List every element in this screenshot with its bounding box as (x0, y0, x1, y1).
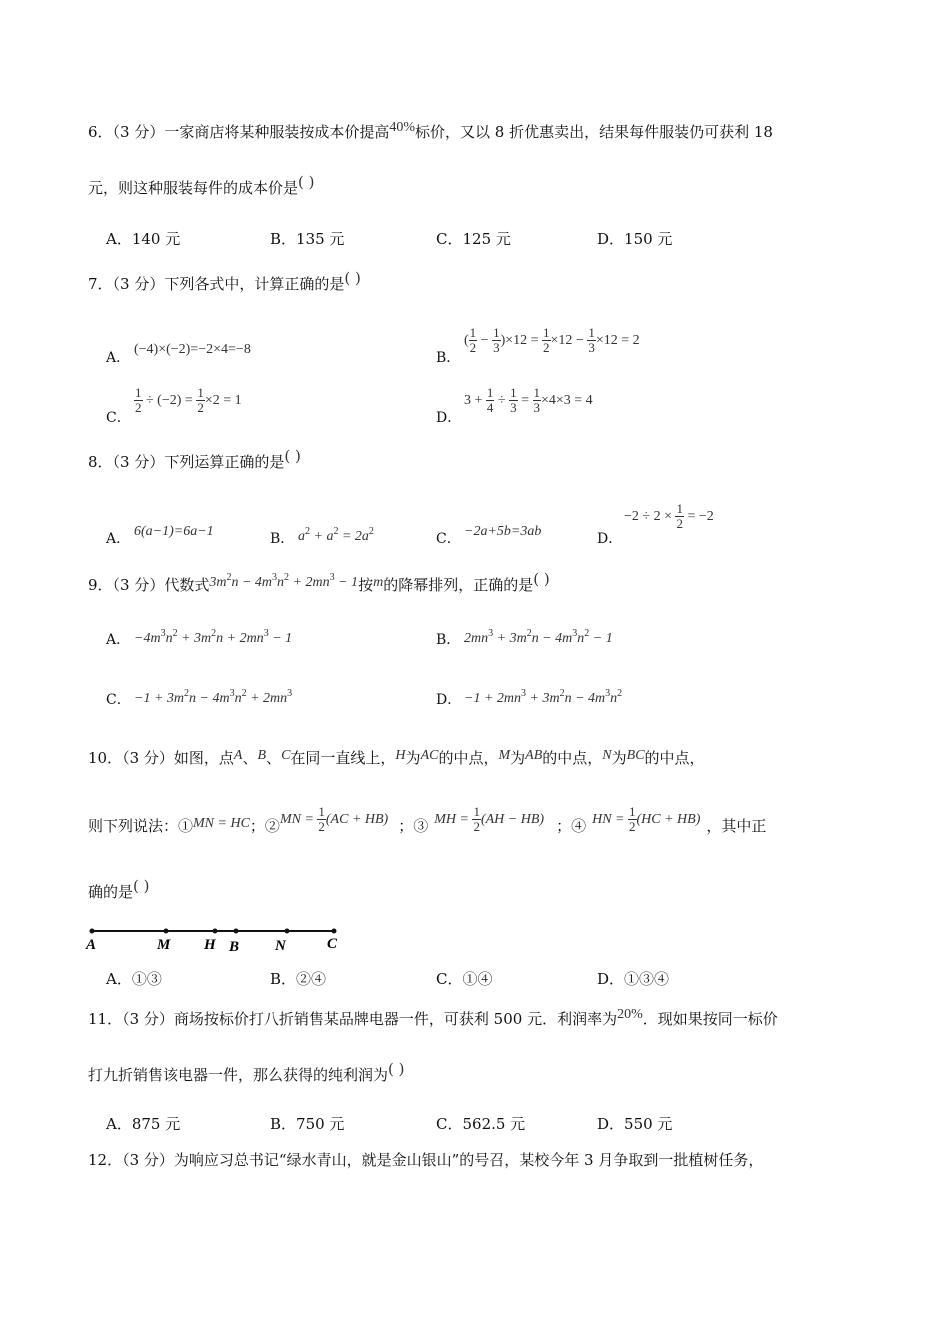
q9-expr-c: $-1 + 3m^2n - 4m^3n^2 + 2mn^3$ (134, 688, 293, 706)
q11-option-a: A．875 元 (106, 1115, 181, 1133)
point-h (213, 929, 218, 934)
q6-stem-b: 标价，又以 8 折优惠卖出，结果每件服装仍可获利 18 (415, 123, 773, 141)
q8-expr-d: −2 ÷ 2 × $\frac{1}{2}$ = −2 (624, 501, 714, 532)
q11-line1: 11．（3 分）商场按标价打八折销售某品牌电器一件，可获利 500 元．利润率为20%．现如果按同一标价 (88, 1007, 778, 1028)
q6-line1 (88, 118, 773, 142)
q11-percent: 20% (617, 1007, 643, 1022)
point-b (234, 929, 239, 934)
label-b: B (229, 939, 240, 955)
q7-label-b: B． (436, 350, 461, 366)
q12-line1: 12．（3 分）为响应习总书记“绿水青山，就是金山银山”的号召，某校今年 3 月争取到一批植树任务， (88, 1151, 764, 1169)
q10-statement-1: MN = HC (193, 816, 250, 831)
q11-option-b: B．750 元 (270, 1115, 345, 1133)
q8-expr-c: −2a+5b=3ab (464, 524, 542, 539)
q9-label-a: A． (106, 632, 131, 648)
q10-option-d: D．①③④ (597, 970, 670, 988)
q11-line2: 打九折销售该电器一件，那么获得的纯利润为( ) (88, 1060, 405, 1084)
q10-option-a: A．①③ (106, 970, 162, 988)
label-h: H (204, 937, 216, 953)
point-c (332, 929, 337, 934)
answer-paren: ( ) (344, 269, 361, 287)
q7-expr-b: ( $\frac{1}{2}$ − $\frac{1}{3}$ )×12 = $\frac{1}{2}$ ×12 − $\frac{1}{3}$ ×12 = 2 (464, 325, 640, 356)
answer-paren: ( ) (298, 173, 315, 191)
answer-paren: ( ) (533, 570, 550, 588)
q6-option-c: C．125 元 (436, 230, 511, 248)
q10-line3: 确的是( ) (88, 877, 150, 901)
q7-expr-c: $\frac{1}{2}$ ÷ (−2) = $\frac{1}{2}$ ×2 = 1 (135, 385, 242, 416)
q8-label-c: C． (436, 531, 461, 547)
q7-label-a: A． (106, 350, 131, 366)
q8-label-a: A． (106, 531, 131, 547)
q6-line2 (88, 172, 315, 198)
q6-option-a: A．140 元 (106, 230, 181, 248)
q8-expr-a: 6(a−1)=6a−1 (134, 524, 214, 539)
q10-statement-2: MN = $\frac{1}{2}$ (AC + HB) (279, 804, 389, 835)
label-n: N (275, 938, 286, 954)
answer-paren: ( ) (284, 447, 301, 465)
q10-number-line-figure (84, 920, 354, 956)
label-a: A (86, 937, 97, 953)
answer-paren: ( ) (133, 877, 150, 895)
q6-stem-a: 6．（3 分）一家商店将某种服装按成本价提高 (88, 123, 390, 141)
q8-label-b: B． (270, 531, 295, 547)
q11-option-d: D．550 元 (597, 1115, 673, 1133)
q6-option-d: D．150 元 (597, 230, 673, 248)
q8-stem: 8．（3 分）下列运算正确的是( ) (88, 447, 301, 471)
q7-expr-a: (−4)×(−2)=−2×4=−8 (134, 342, 251, 357)
q6-option-b: B．135 元 (270, 230, 345, 248)
q10-statement-4: HN = $\frac{1}{2}$ (HC + HB) (592, 804, 701, 835)
q10-option-b: B．②④ (270, 970, 327, 988)
q10-option-c: C．①④ (436, 970, 493, 988)
q10-line2: 则下列说法：①MN = HC；②MN = $\frac{1}{2}$ (AC + HB) ；③ MH = $\frac{1}{2}$ (AH − HB) ；④ HN = $\frac{1}{2}$ (HC + HB) ，其中正 (88, 800, 766, 846)
q6-percent: 40% (389, 120, 416, 135)
q9-label-b: B． (436, 632, 461, 648)
q9-expr-d: $-1 + 2mn^3 + 3m^2n - 4m^3n^2$ (464, 688, 623, 706)
q9-expr-a: $-4m^3n^2 + 3m^2n + 2mn^3 - 1$ (134, 628, 293, 646)
q6-stem-c: 元，则这种服装每件的成本价是 (88, 179, 299, 197)
q9-expr-b: $2mn^3 + 3m^2n - 4m^3n^2 - 1$ (464, 628, 613, 646)
point-a (90, 929, 95, 934)
q10-statement-3: MH = $\frac{1}{2}$ (AH − HB) (434, 804, 545, 835)
label-c: C (327, 936, 338, 952)
q11-option-c: C．562.5 元 (436, 1115, 526, 1133)
answer-paren: ( ) (388, 1060, 405, 1078)
q7-stem: 7．（3 分）下列各式中，计算正确的是( ) (88, 269, 361, 293)
q7-expr-d: 3 + $\frac{1}{4}$ ÷ $\frac{1}{3}$ = $\frac{1}{3}$ ×4×3 = 4 (464, 385, 593, 416)
q9-polynomial: $3m^2n - 4m^3n^2 + 2mn^3 - 1$ (209, 572, 359, 590)
q7-label-c: C． (106, 410, 131, 426)
q8-label-d: D． (597, 531, 623, 547)
q9-label-d: D． (436, 692, 462, 708)
point-m (164, 929, 169, 934)
q8-expr-b: $a^2 + a^2 = 2a^2$ (298, 526, 374, 544)
q7-label-d: D． (436, 410, 462, 426)
label-m: M (157, 937, 171, 953)
point-n (285, 929, 290, 934)
q9-stem: 9．（3 分）代数式$3m^2n - 4m^3n^2 + 2mn^3 - 1$按m的降幂排列，正确的是( ) (88, 570, 550, 594)
q9-label-c: C． (106, 692, 131, 708)
q10-line1: 10．（3 分）如图，点A、B、C在同一直线上，H为AC的中点，M为AB的中点，N为BC的中点， (88, 748, 705, 767)
